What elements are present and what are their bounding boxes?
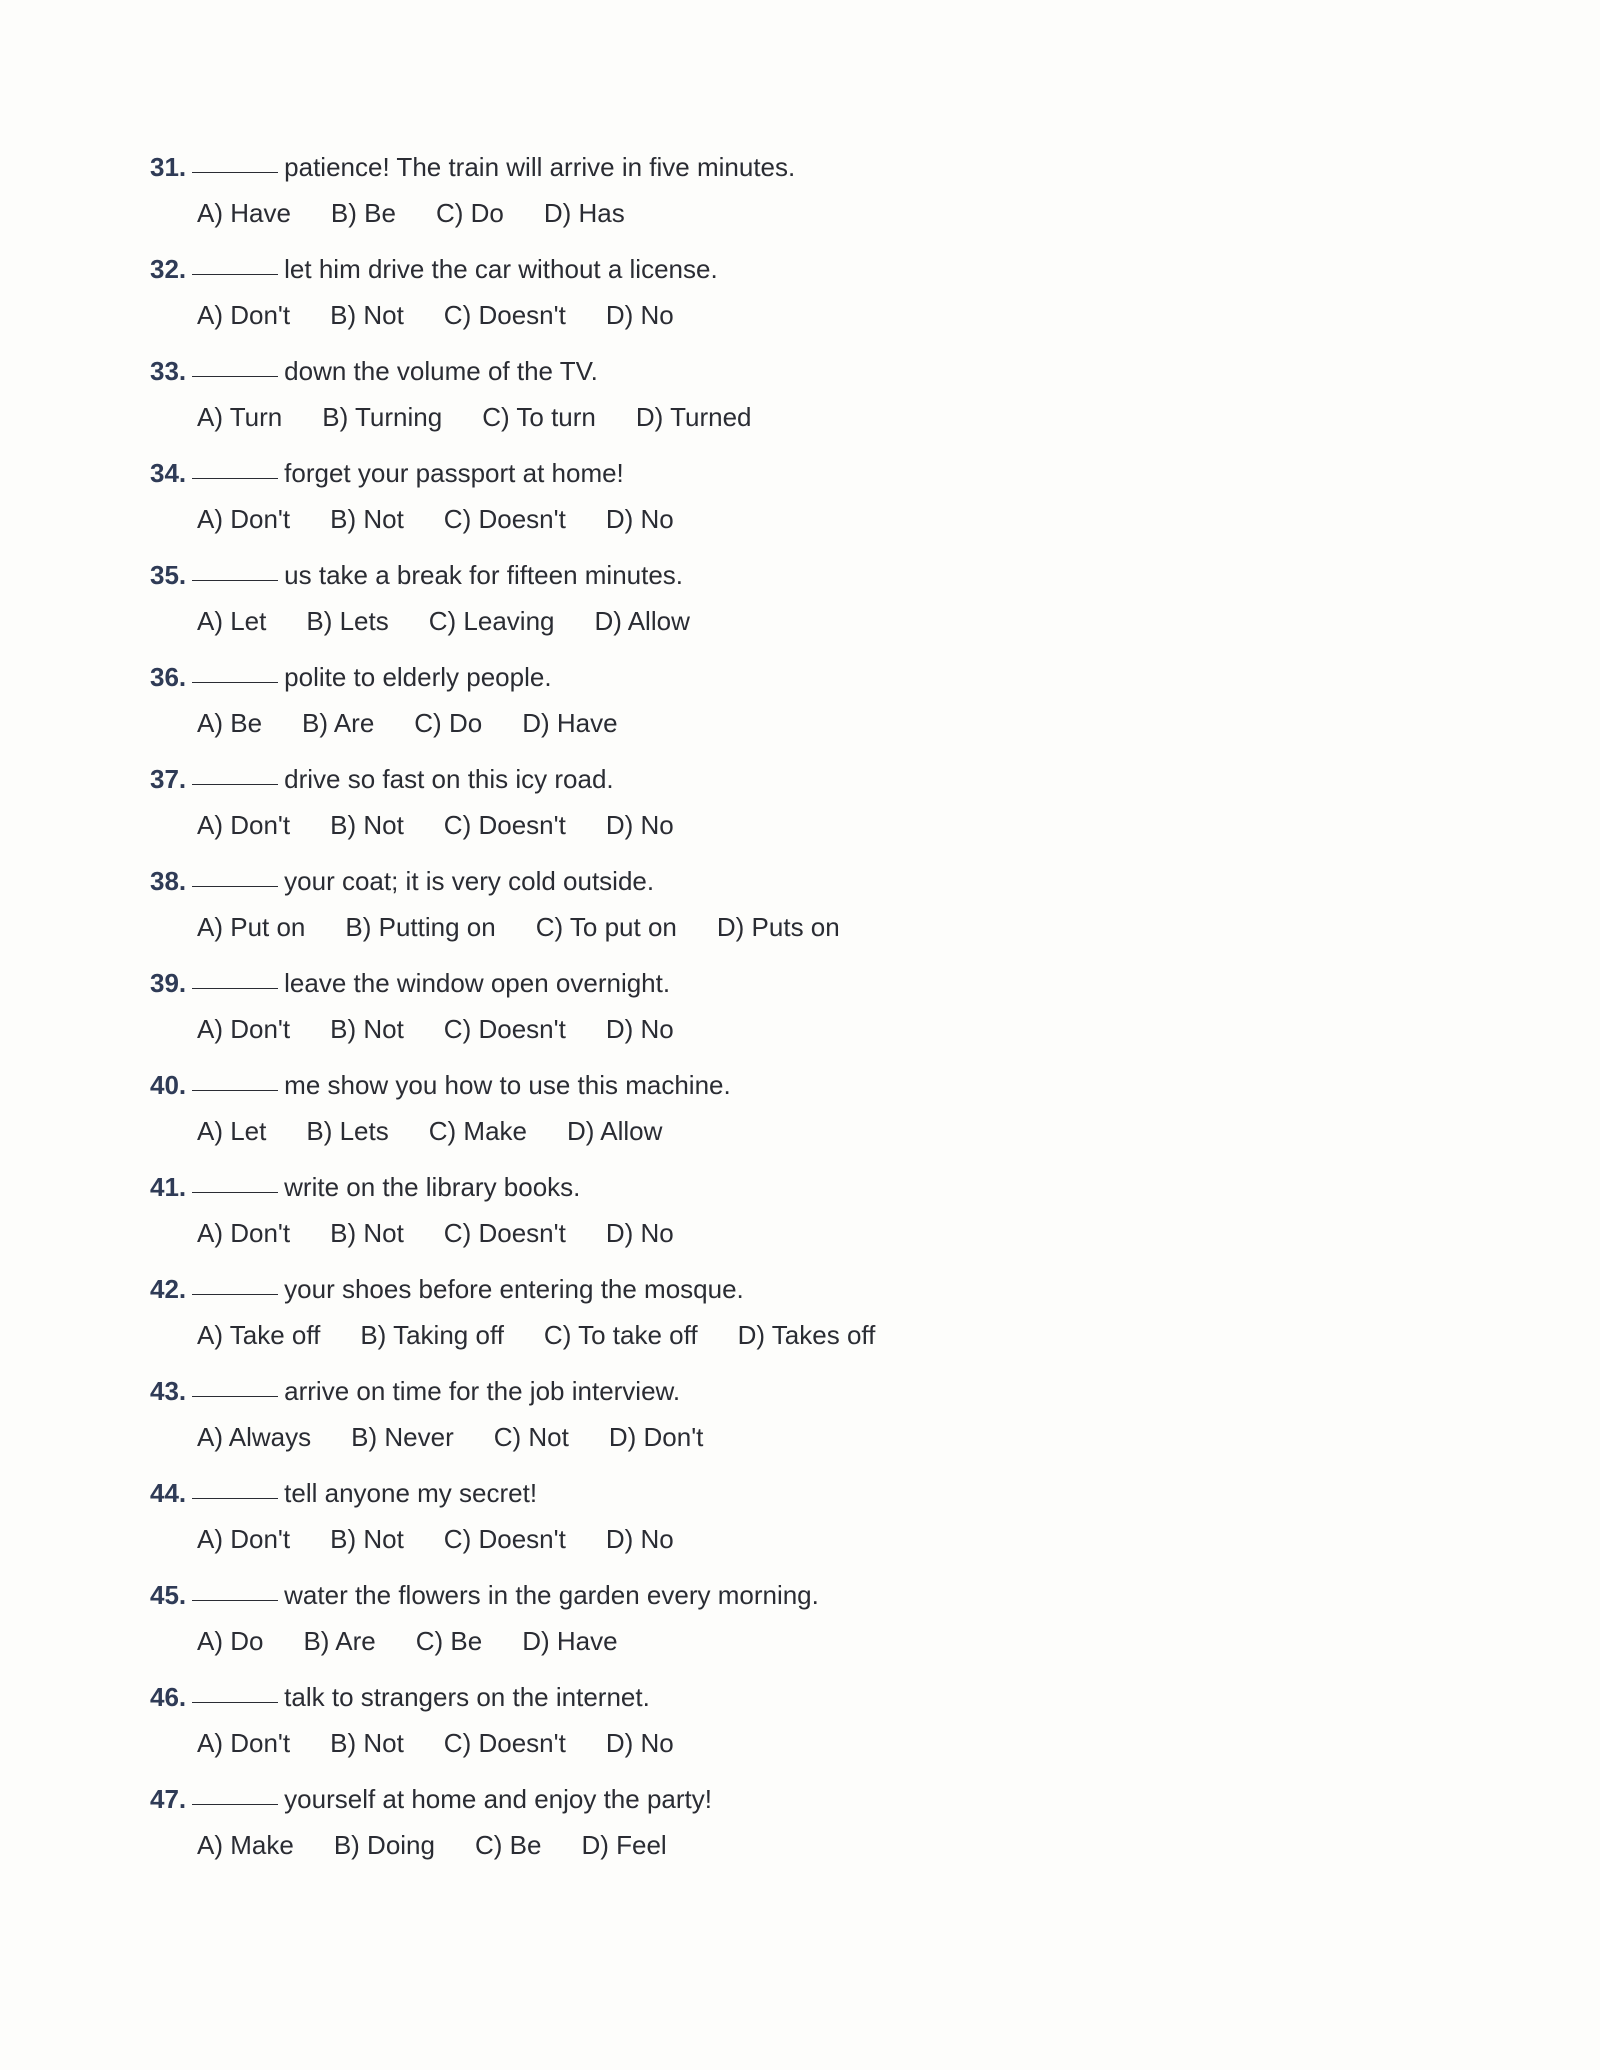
option-d: D) Have [522,708,618,738]
question-40 [150,1068,1450,1164]
options-row [197,706,658,740]
option-a: A) Don't [197,810,291,840]
options-row [197,1726,714,1760]
option-a: A) Don't [197,1218,291,1248]
answer-blank [192,1396,278,1397]
options-row [197,1624,658,1658]
option-a: A) Do [197,1626,264,1656]
option-c: C) Doesn't [443,504,566,534]
option-b: B) Be [330,198,396,228]
question-number: 35. [150,560,187,590]
option-b: B) Not [330,504,404,534]
option-d: D) No [605,1728,674,1758]
answer-blank [192,988,278,989]
option-a: A) Don't [197,1728,291,1758]
question-text: tell anyone my secret! [284,1478,538,1508]
option-b: B) Lets [306,606,389,636]
option-c: C) Be [415,1626,483,1656]
question-number: 47. [150,1784,187,1814]
option-b: B) Not [330,1014,404,1044]
answer-blank [192,1090,278,1091]
option-a: A) Always [197,1422,312,1452]
question-34 [150,456,1450,552]
option-d: D) Has [543,198,625,228]
question-text: drive so fast on this icy road. [284,764,614,794]
question-number: 33. [150,356,187,386]
question-text: us take a break for fifteen minutes. [284,560,684,590]
options-row [197,808,714,842]
question-line [150,1680,650,1714]
question-number: 42. [150,1274,187,1304]
option-d: D) Don't [608,1422,704,1452]
option-d: D) No [605,1218,674,1248]
option-d: D) Have [522,1626,618,1656]
question-text: me show you how to use this machine. [284,1070,731,1100]
option-d: D) No [605,300,674,330]
answer-blank [192,1600,278,1601]
options-row [197,1318,915,1352]
option-d: D) Allow [567,1116,663,1146]
option-a: A) Don't [197,300,291,330]
question-line [150,1476,537,1510]
answer-blank [192,172,278,173]
question-number: 46. [150,1682,187,1712]
option-c: C) Do [414,708,483,738]
options-row [197,1522,714,1556]
option-d: D) Allow [594,606,690,636]
option-a: A) Don't [197,504,291,534]
question-line [150,252,718,286]
option-c: C) Doesn't [443,1728,566,1758]
question-number: 34. [150,458,187,488]
options-row [197,1828,707,1862]
question-text: patience! The train will arrive in five minutes. [284,152,796,182]
question-39 [150,966,1450,1062]
question-text: polite to elderly people. [284,662,552,692]
option-d: D) No [605,1524,674,1554]
question-number: 40. [150,1070,187,1100]
option-c: C) Doesn't [443,810,566,840]
option-b: B) Doing [333,1830,435,1860]
option-a: A) Turn [197,402,283,432]
option-a: A) Have [197,198,291,228]
question-text: arrive on time for the job interview. [284,1376,681,1406]
question-44 [150,1476,1450,1572]
option-d: D) Feel [581,1830,667,1860]
question-text: leave the window open overnight. [284,968,671,998]
option-b: B) Not [330,1728,404,1758]
options-row [197,1420,743,1454]
answer-blank [192,784,278,785]
options-row [197,1012,714,1046]
question-text: water the flowers in the garden every morning. [284,1580,819,1610]
option-c: C) To put on [535,912,677,942]
option-c: C) Be [474,1830,542,1860]
answer-blank [192,1192,278,1193]
options-row [197,910,880,944]
question-line [150,1272,744,1306]
answer-blank [192,1804,278,1805]
question-46 [150,1680,1450,1776]
question-37 [150,762,1450,858]
question-line [150,456,624,490]
answer-blank [192,886,278,887]
options-row [197,298,714,332]
answer-blank [192,1702,278,1703]
option-b: B) Not [330,810,404,840]
answer-blank [192,376,278,377]
question-text: let him drive the car without a license. [284,254,718,284]
question-line [150,1782,712,1816]
question-line [150,660,552,694]
option-c: C) Doesn't [443,1218,566,1248]
option-c: C) Leaving [428,606,555,636]
option-b: B) Not [330,300,404,330]
question-number: 36. [150,662,187,692]
option-b: B) Not [330,1218,404,1248]
option-b: B) Turning [322,402,443,432]
question-line [150,150,795,184]
options-row [197,196,665,230]
option-a: A) Make [197,1830,294,1860]
question-line [150,558,683,592]
option-b: B) Not [330,1524,404,1554]
option-a: A) Don't [197,1524,291,1554]
question-text: write on the library books. [284,1172,581,1202]
question-number: 32. [150,254,187,284]
option-c: C) Make [428,1116,527,1146]
question-line [150,354,598,388]
option-b: B) Putting on [345,912,496,942]
option-c: C) Do [435,198,504,228]
question-31 [150,150,1450,246]
question-33 [150,354,1450,450]
question-line [150,966,670,1000]
option-d: D) Puts on [716,912,840,942]
options-row [197,400,792,434]
question-47 [150,1782,1450,1878]
option-b: B) Are [302,708,375,738]
option-c: C) Doesn't [443,1014,566,1044]
question-text: forget your passport at home! [284,458,624,488]
option-c: C) Doesn't [443,300,566,330]
question-number: 44. [150,1478,187,1508]
question-line [150,762,614,796]
question-32 [150,252,1450,348]
question-43 [150,1374,1450,1470]
option-c: C) Not [493,1422,569,1452]
answer-blank [192,1498,278,1499]
question-text: yourself at home and enjoy the party! [284,1784,712,1814]
answer-blank [192,274,278,275]
options-row [197,1216,714,1250]
question-line [150,1578,819,1612]
question-35 [150,558,1450,654]
question-41 [150,1170,1450,1266]
question-number: 39. [150,968,187,998]
option-b: B) Lets [306,1116,389,1146]
option-c: C) Doesn't [443,1524,566,1554]
option-a: A) Don't [197,1014,291,1044]
question-38 [150,864,1450,960]
question-line [150,864,654,898]
options-row [197,604,730,638]
question-line [150,1068,731,1102]
option-b: B) Taking off [360,1320,504,1350]
question-text: your shoes before entering the mosque. [284,1274,744,1304]
option-d: D) Takes off [737,1320,876,1350]
option-d: D) No [605,1014,674,1044]
question-number: 41. [150,1172,187,1202]
question-number: 38. [150,866,187,896]
answer-blank [192,1294,278,1295]
option-c: C) To turn [482,402,596,432]
option-d: D) No [605,504,674,534]
answer-blank [192,580,278,581]
question-number: 37. [150,764,187,794]
question-text: talk to strangers on the internet. [284,1682,650,1712]
option-d: D) Turned [635,402,752,432]
question-number: 31. [150,152,187,182]
option-b: B) Are [303,1626,376,1656]
question-text: your coat; it is very cold outside. [284,866,655,896]
option-a: A) Be [197,708,263,738]
question-line [150,1170,580,1204]
question-text: down the volume of the TV. [284,356,598,386]
option-d: D) No [605,810,674,840]
option-a: A) Put on [197,912,306,942]
option-a: A) Let [197,1116,267,1146]
options-row [197,1114,702,1148]
question-number: 45. [150,1580,187,1610]
option-a: A) Let [197,606,267,636]
options-row [197,502,714,536]
answer-blank [192,682,278,683]
question-45 [150,1578,1450,1674]
question-number: 43. [150,1376,187,1406]
answer-blank [192,478,278,479]
question-42 [150,1272,1450,1368]
question-36 [150,660,1450,756]
option-a: A) Take off [197,1320,321,1350]
option-b: B) Never [351,1422,454,1452]
option-c: C) To take off [543,1320,698,1350]
question-line [150,1374,680,1408]
